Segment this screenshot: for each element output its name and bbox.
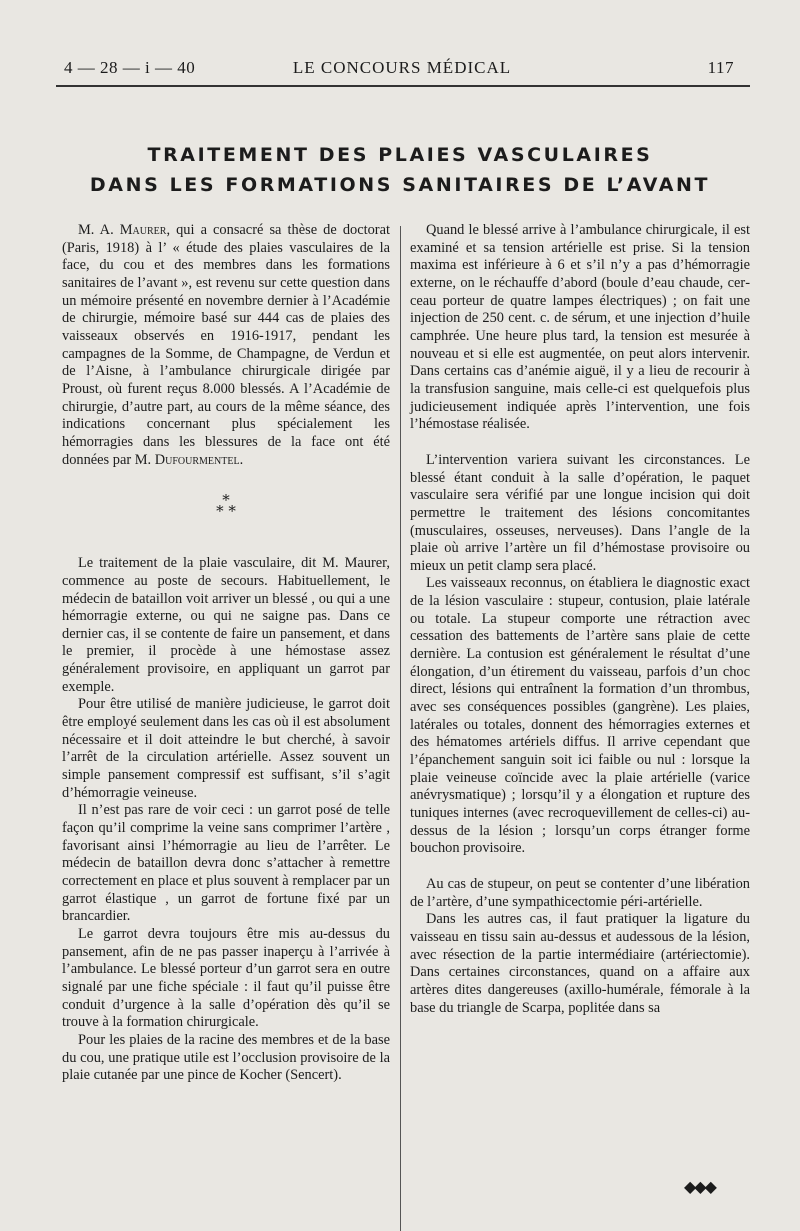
running-head: [64, 58, 740, 82]
intro-end: .: [239, 451, 244, 468]
title-line-2: DANS LES FORMATIONS SANITAIRES DE L’AVANT: [89, 174, 711, 196]
article-title: [60, 140, 740, 200]
continuation-ornament: ◆◆◆: [684, 1177, 715, 1196]
intro-body: , qui a consacré sa thèse de doctorat (Paris, 1918) à l’ « étude des plaies vasculaires de la face, du cou et des membres dans les formations sanitaires de l’avant », est revenu sur cette question dans un mémoire présenté en novembre dernier à l’Académie de chirurgie, mémoire basé sur 444 cas de plaies des vaisseaux observés en 1916-1917, pendant les campagnes de la Somme, de Champagne, de Verdun et de l’Aisne, à l’ambulance chirurgicale dirigée par Proust, où furent reçus 8.000 blessés. A l’Académie de chirurgie, d’autre part, au cours de la même séance, des indications concernant plus spécialement les hémorragies dans les blessures de la face ont été données par M.: [62, 222, 390, 468]
intro-paragraph: [62, 222, 390, 469]
author-name-maurer: Maurer: [119, 222, 167, 238]
intro-start: M. A.: [78, 222, 120, 238]
paragraph: L’intervention variera suivant les circonstances. Le blessé étant conduit à la salle d’opération, le paquet vasculaire sera vérifié par une longue incision qui doit permettre le traitement des lésions concomitantes (musculaires, osseuses, nerveuses). Dans l’angle de la plaie où arrive l’artère un fil d’hémostase provisoire ou mieux un petit clamp sera placé.: [410, 451, 750, 574]
page-number: 117: [707, 58, 734, 77]
paragraph: Il n’est pas rare de voir ceci : un garrot posé de telle façon qu’il comprime la veine sans comprimer l’artère , favorisant ainsi l’hémorragie au lieu de l’arrêter. Le médecin de bataillon devra donc s’attacher à remettre correctement en place et plus souvent à remplacer par un garrot élastique , un garrot de fortune fixé par un brancardier.: [62, 802, 390, 925]
paragraph: Au cas de stupeur, on peut se contenter d’une libération de l’artère, d’une sympathicectomie péri-artérielle.: [410, 875, 750, 910]
issue-date: 4 — 28 — i — 40: [64, 58, 196, 77]
left-column: [62, 222, 390, 1085]
paragraph: Les vaisseaux reconnus, on établiera le diagnostic exact de la lésion vasculaire : stupeur, contusion, plaie latérale ou totale. La stupeur comporte une rétraction avec cessation des battements de l’artère sans plaie de cette dernière. La contusion est généralement le résultat d’une élongation, d’un étirement du vaisseau, parfois d’un choc direct, lésions qui entraînent la formation d’un thrombus, avec ses conséquences possibles (gangrène). Les plaies, latérales ou totales, donnent des hémorragies externes et des hématomes artériels diffus. Il arrive cependant que l’épanchement sanguin soit ici faible ou nul : lorsque la plaie veineuse coïncide avec la plaie artérielle (varice anévrysmatique) ; lorsqu’il y a élongation et rupture des tuniques internes (avec recroquevillement de celles-ci) au-dessus de la lésion ; lorsqu’un corps étranger forme bouchon provisoire.: [410, 575, 750, 857]
paragraph: Le garrot devra toujours être mis au-dessus du pansement, afin de ne pas passer inaperçu à l’arrivée à l’ambulance. Le blessé porteur d’un garrot sera en outre signalé par une fiche spéciale : il faut qu’il puisse être conduit d’urgence à la salle d’opération dès qu’il se trouve à la formation chirurgicale.: [62, 925, 390, 1031]
author-name-dufourmentel: Dufourmentel: [154, 451, 240, 468]
right-column: [410, 222, 750, 1017]
journal-name: LE CONCOURS MÉDICAL: [292, 58, 512, 77]
paragraph: Pour les plaies de la racine des membres et de la base du cou, une pratique utile est l’occlusion provisoire de la plaie cutanée par une pince de Kocher (Sencert).: [62, 1031, 390, 1084]
asterism-glyphs: * * *: [216, 491, 236, 521]
paragraph: Le traitement de la plaie vasculaire, dit M. Maurer, commence au poste de secours. Habituellement, le médecin de bataillon voit arriver un blessé , ou qui a une hémorragie externe, ou qui ne saigne pas. Dans ce dernier cas, il se contente de faire un pansement, et dans le premier, il procède à une hémostase assez généralement provisoire, en appliquant un garrot par exemple.: [62, 555, 390, 695]
paragraph: Pour être utilisé de manière judicieuse, le garrot doit être employé seulement dans les cas où il est absolument nécessaire et il doit atteindre le but cherché, à savoir l’arrêt de la circulation artérielle. Assez souvent un simple pansement compressif est suffisant, s’il s’agit d’hémorragie veineuse.: [62, 696, 390, 801]
column-divider: [400, 226, 401, 1231]
paragraph: Quand le blessé arrive à l’ambulance chirurgicale, il est examiné et sa tension artérielle est prise. Si la tension maxima est inférieure à 6 et s’il n’y a pas d’hémorragie externe, on le réchauffe d’abord (boule d’eau chaude, cerceau porteur de quatre lampes électriques) ; on fait une injection de 250 cent. c. de sérum, et une injection d’huile camphrée. Une heure plus tard, la tension est mesurée à nouveau et si elle est augmentée, on peut alors intervenir. Dans certains cas d’anémie aiguë, il y a lieu de recourir à la transfusion sanguine, mais celle-ci est quelquefois plus judicieusement indiquée après l’intervention, une fois l’hémostase réalisée.: [410, 222, 750, 433]
header-rule: [56, 85, 750, 87]
paragraph: Dans les autres cas, il faut pratiquer la ligature du vaisseau en tissu sain au-dessus et audessous de la lésion, avec résection de la partie intermédiaire (artériectomie). Dans certaines circonstances, quand on a affaire aux artères dites dangereuses (axillo-humérale, fémorale à la base du triangle de Scarpa, poplitée dans sa: [410, 911, 750, 1016]
asterism-separator: [62, 491, 390, 521]
title-line-1: TRAITEMENT DES PLAIES VASCULAIRES: [147, 144, 653, 166]
